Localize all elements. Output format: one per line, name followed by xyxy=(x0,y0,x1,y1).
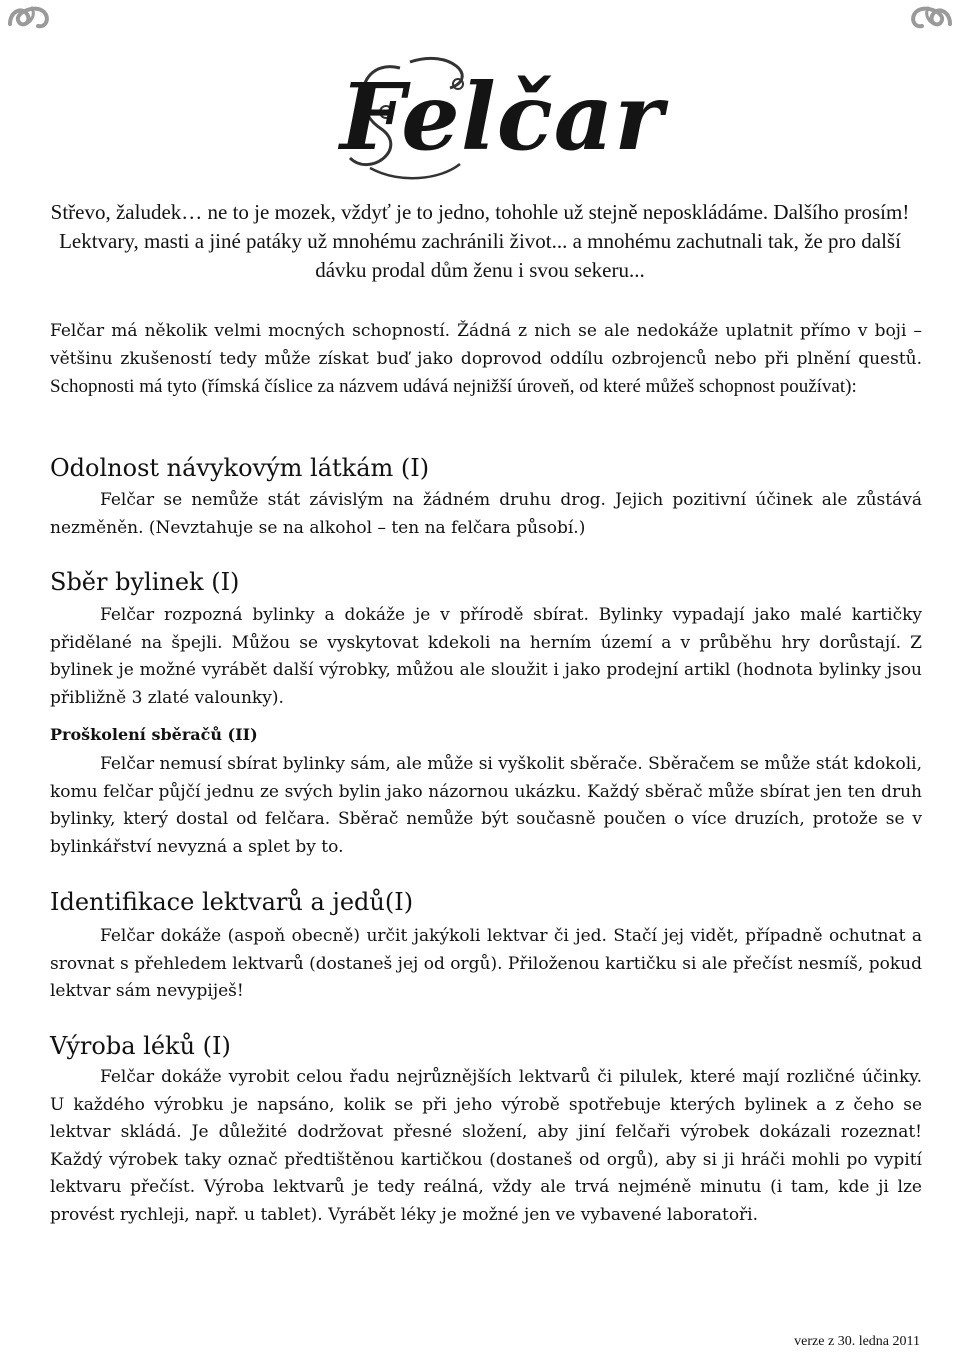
overview-paragraph xyxy=(50,318,922,402)
ornament-right-icon xyxy=(908,2,954,32)
section-title-medicine-making: Výroba léků (I) xyxy=(50,1032,231,1060)
section-text-medicine-making: Felčar dokáže vyrobit celou řadu nejrůznějších lektvarů či pilulek, které mají rozličné účinky. U každého výrobku je napsáno, kolik se při jeho výrobě spotřebuje kterých bylinek a z čeho se lektvar skládá. Je důležité dodržovat přesné složení, aby jiní felčaři výrobek dokázali rozeznat! Každý výrobek taky označ předtištěnou kartičkou (dostaneš od orgů), aby si ji hráči mohli po vypití lektvaru přečíst. Výroba lektvarů je tedy reálná, vždy ale trvá nejméně minutu (i tam, kde ji lze provést rychleji, např. u tablet). Vyrábět léky je možné jen ve vybavené laboratoři. xyxy=(50,1067,922,1225)
section-title-herb-gathering: Sběr bylinek (I) xyxy=(50,568,240,596)
section-title-addiction-resistance: Odolnost návykovým látkám (I) xyxy=(50,454,430,482)
section-title-potion-identification: Identifikace lektvarů a jedů(I) xyxy=(50,888,414,916)
overview-part-3: Schopnosti má tyto (římská číslice za názvem udává nejnižší úroveň, od které můžeš schopnost používat): xyxy=(50,376,857,397)
overview-part-2: Žádná z nich se ale nedokáže uplatnit přímo v boji – většinu zkušeností tedy může získat buď jako doprovod oddílu ozbrojenců nebo při plnění questů. xyxy=(50,321,922,369)
version-footer: verze z 30. ledna 2011 xyxy=(794,1334,920,1349)
section-text-addiction-resistance: Felčar se nemůže stát závislým na žádném druhu drog. Jejich pozitivní účinek ale zůstává nezměněn. (Nevztahuje se na alkohol – ten na felčara působí.) xyxy=(50,490,922,538)
title-logo xyxy=(340,48,664,188)
section-text-gatherer-training: Felčar nemusí sbírat bylinky sám, ale může si vyškolit sběrače. Sběračem se může stát kdokoli, komu felčar půjčí jednu ze svých bylin jako názornou ukázku. Každý sběrač může sbírat jen ten druh bylinky, který dostal od felčara. Sběrač nemůže být současně poučen o více druzích, protože se v bylinkářství nevyzná a splet by to. xyxy=(50,754,922,857)
section-title-gatherer-training: Proškolení sběračů (II) xyxy=(50,725,258,744)
ornament-left-icon xyxy=(6,2,52,32)
section-text-potion-identification: Felčar dokáže (aspoň obecně) určit jakýkoli lektvar či jed. Stačí jej vidět, případně ochutnat a srovnat s přehledem lektvarů (dostaneš jej od orgů). Přiloženou kartičku si ale přečíst nesmíš, pokud lektvar sám nevypiješ! xyxy=(50,926,922,1001)
overview-part-1: Felčar má několik velmi mocných schopností. xyxy=(50,321,458,341)
logo-title: Felčar xyxy=(340,63,664,171)
intro-quote: Střevo, žaludek… ne to je mozek, vždyť je to jedno, tohohle už stejně neposkládáme. Dalšího prosím! Lektvary, masti a jiné patáky už mnohému zachránili život... a mnohému zachutnali tak, že pro další dávku prodal dům ženu i svou sekeru... xyxy=(50,200,910,282)
section-text-herb-gathering: Felčar rozpozná bylinky a dokáže je v přírodě sbírat. Bylinky vypadají jako malé kartičky přidělané na špejli. Můžou se vyskytovat kdekoli na herním území a v průběhu hry dorůstají. Z bylinek je možné vyrábět další výrobky, můžou ale sloužit i jako prodejní artikl (hodnota bylinky jsou přibližně 3 zlaté valounky). xyxy=(50,605,922,708)
